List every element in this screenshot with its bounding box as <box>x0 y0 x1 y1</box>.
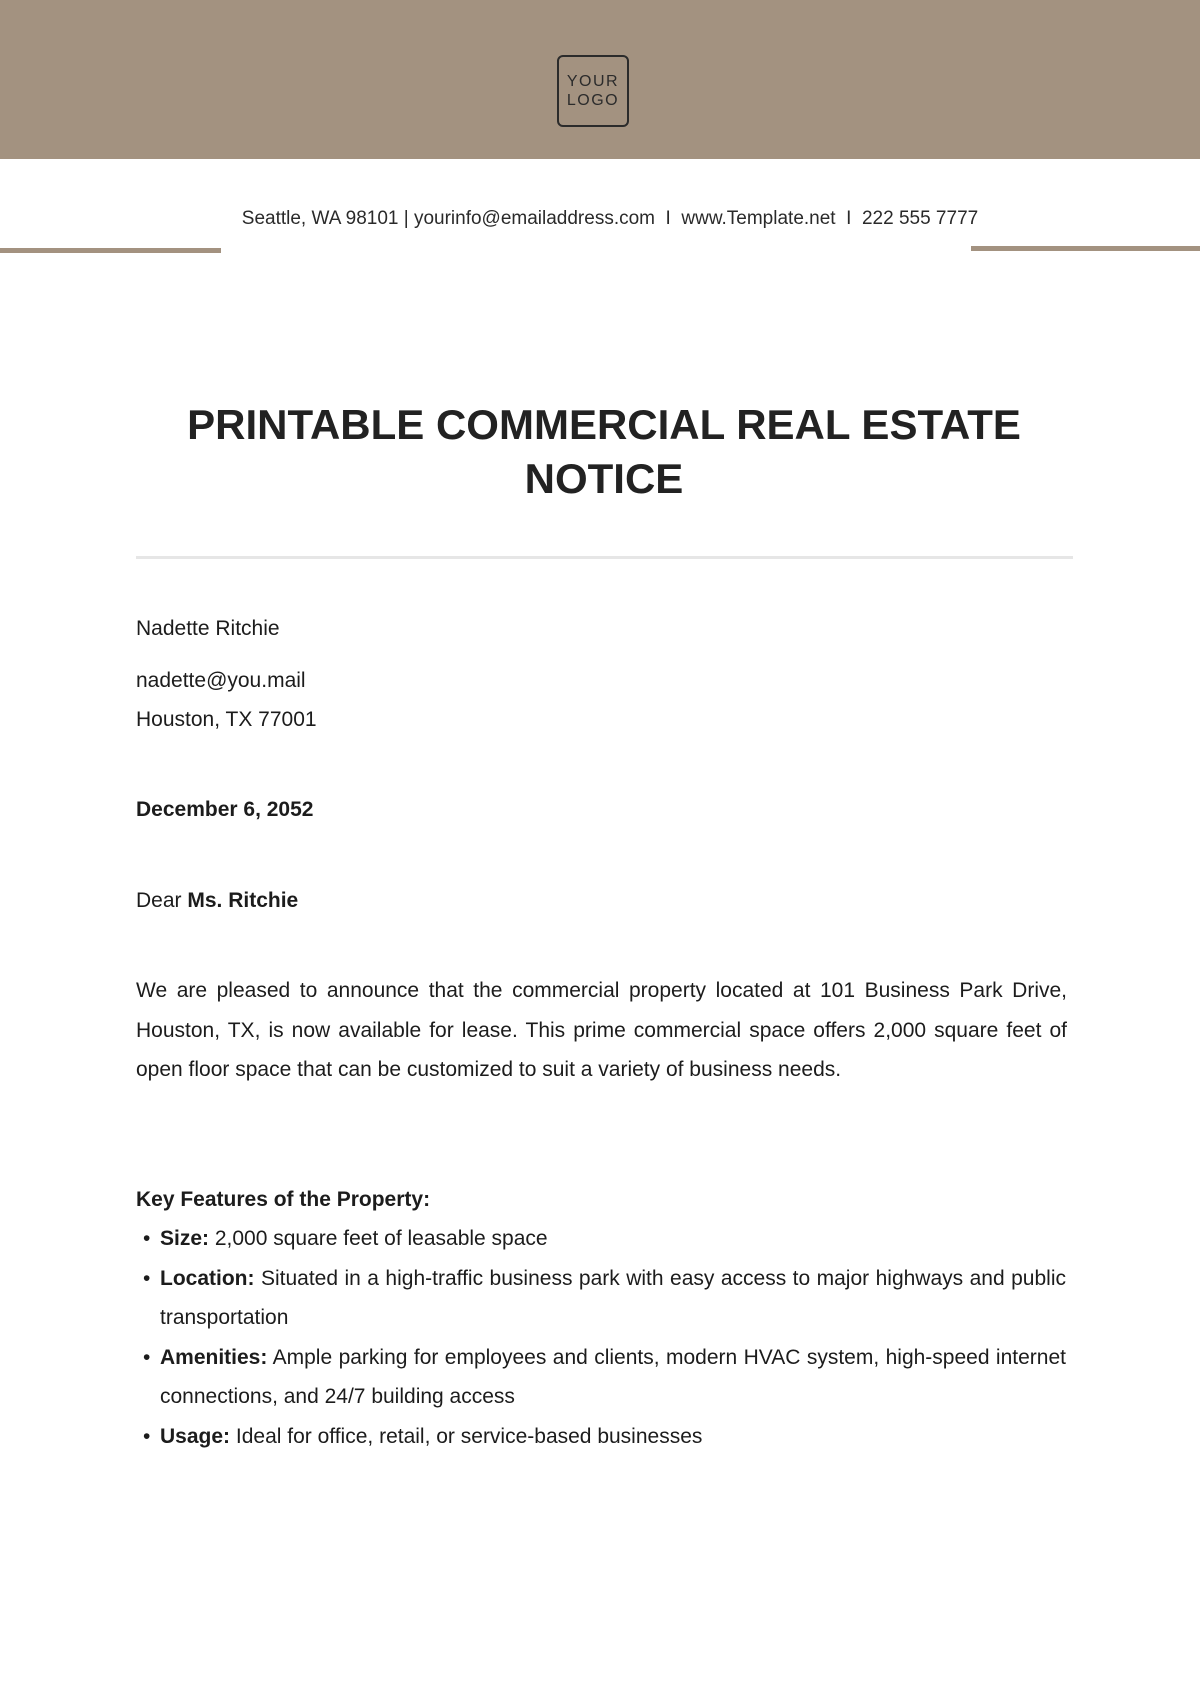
logo-text-line1: YOUR <box>566 73 620 90</box>
announcement-paragraph: We are pleased to announce that the commercial property located at 101 Business Park Drive, Houston, TX, is now available for lease. This prime commercial space offers 2,000 square feet of open floor space that can be customized to suit a variety of business needs. <box>136 979 1067 1081</box>
contact-info: Seattle, WA 98101 | yourinfo@emailaddress.com I www.Template.net I 222 555 7777 <box>241 208 979 229</box>
salutation-name: Ms. Ritchie <box>187 889 299 912</box>
salutation-prefix: Dear <box>136 889 182 912</box>
logo-placeholder <box>557 55 629 127</box>
salutation <box>136 881 298 920</box>
feature-text: Ideal for office, retail, or service-based businesses <box>235 1424 703 1448</box>
feature-label: Size: <box>160 1227 210 1250</box>
logo-text-line2: LOGO <box>566 92 620 109</box>
sender-email: nadette@you.mail <box>136 669 306 692</box>
feature-item-size <box>160 1219 1066 1259</box>
sender-name: Nadette Ritchie <box>136 617 280 640</box>
feature-item-location <box>160 1259 1066 1338</box>
features-heading: Key Features of the Property: <box>136 1188 431 1211</box>
feature-item-usage <box>160 1417 1066 1457</box>
features-list <box>136 1219 1066 1456</box>
feature-label: Location: <box>160 1266 255 1290</box>
header-band <box>0 0 1200 159</box>
feature-label: Usage: <box>160 1424 231 1448</box>
feature-label: Amenities: <box>160 1345 268 1369</box>
title-divider <box>136 556 1073 559</box>
sender-address: Houston, TX 77001 <box>136 708 317 731</box>
feature-item-amenities <box>160 1338 1066 1417</box>
accent-rule-left <box>0 248 221 253</box>
feature-text: Ample parking for employees and clients, modern HVAC system, high-speed internet connections, and 24/7 building access <box>160 1345 1066 1408</box>
accent-rule-right <box>971 246 1200 251</box>
letter-date: December 6, 2052 <box>136 798 314 821</box>
document-title: PRINTABLE COMMERCIAL REAL ESTATE NOTICE <box>187 401 1021 502</box>
feature-text: 2,000 square feet of leasable space <box>214 1227 548 1250</box>
feature-text: Situated in a high-traffic business park with easy access to major highways and public transportation <box>160 1266 1066 1329</box>
